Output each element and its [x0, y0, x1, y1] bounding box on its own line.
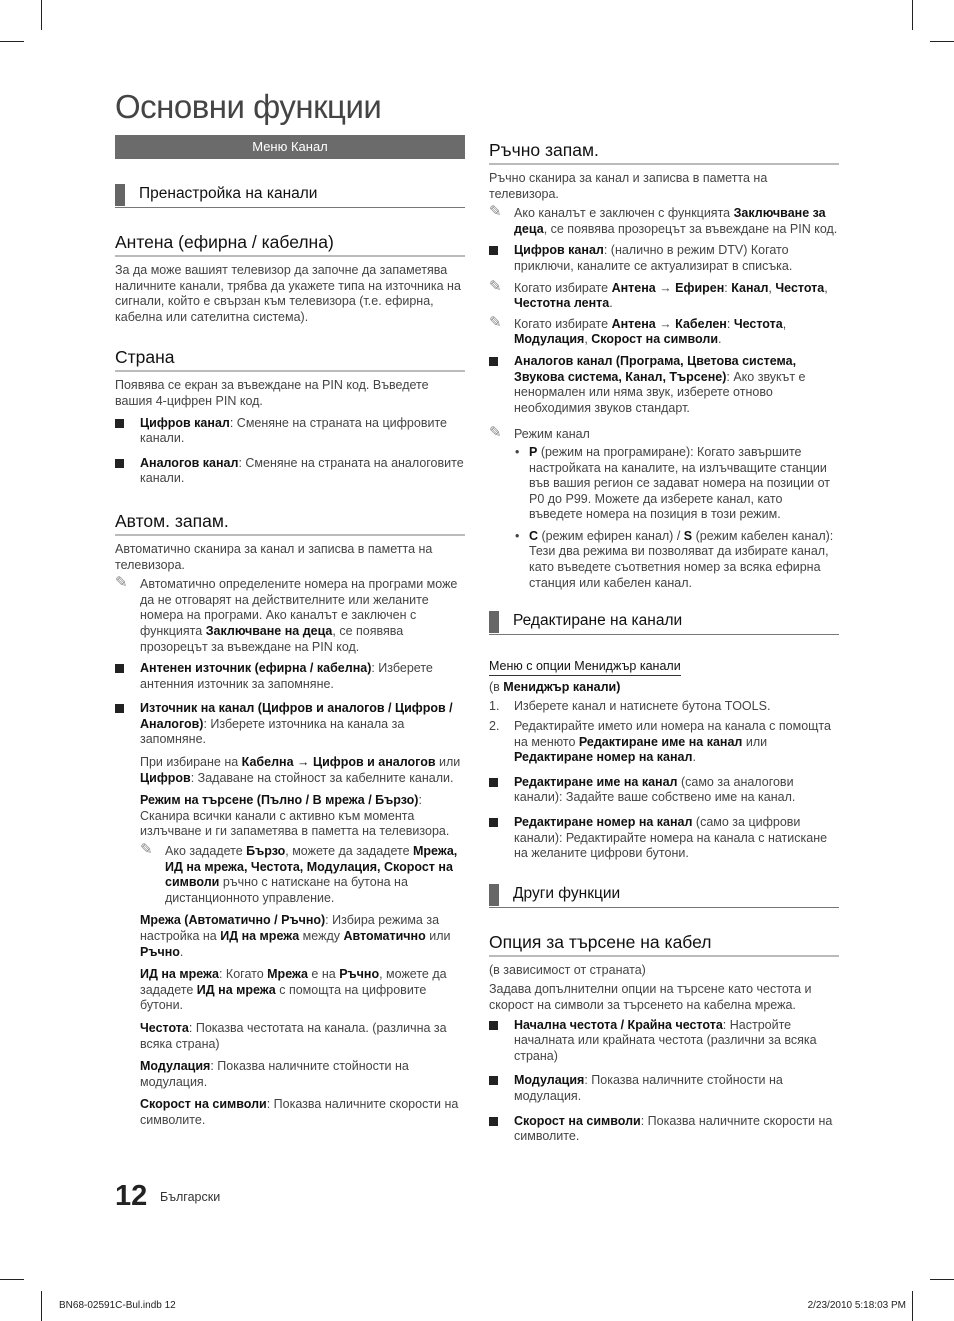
- list-item: Цифров канал: Сменяне на страната на цифровите канали.: [115, 416, 465, 447]
- crop-mark: [912, 1291, 913, 1321]
- heading-auto-store: Автом. запам.: [115, 511, 465, 536]
- list-item: Антенен източник (ефирна / кабелна): Изберете антенния източник за запомняне.: [115, 661, 465, 692]
- note: ✎ Ако зададете Бързо, можете да зададете Мрежа, ИД на мрежа, Честота, Модулация, Скорост на символи ръчно с натискане на бутона на дистанционното управление.: [140, 841, 458, 905]
- paragraph: ИД на мрежа: Когато Мрежа е на Ръчно, можете да зададете ИД на мрежа с помощта на цифровите бутони.: [140, 967, 447, 1013]
- list-item: Модулация: Показва наличните стойности на модулация.: [489, 1073, 839, 1104]
- cable-body: Задава допълнителни опции на търсене като честота и скорост на символи за търсенето на кабелна мрежа.: [489, 982, 812, 1012]
- paragraph: При избиране на Кабелна → Цифров и аналогов или Цифров: Задаване на стойност за кабелните канали.: [140, 755, 461, 785]
- section-header-other-functions: Други функции: [489, 884, 839, 908]
- list-item: 2. Редактирайте името или номера на канала с помощта на менюто Редактиране име на канал или Редактиране номер на канал.: [489, 719, 831, 765]
- list-item: Цифров канал: (налично в режим DTV) Когато приключи, каналите се актуализират в списъка.: [489, 243, 839, 274]
- edit-link-row: [489, 659, 839, 676]
- list-item: Редактиране име на канал (само за аналогови канали): Задайте ваше собствено име на канал.: [489, 775, 839, 806]
- crop-mark: [0, 41, 24, 42]
- bullet-square-icon: [115, 459, 124, 468]
- paragraph: Мрежа (Автоматично / Ръчно): Избира режима за настройка на ИД на мрежа между Автоматично или Ръчно.: [140, 913, 451, 959]
- paragraph: Честота: Показва честотата на канала. (различна за всяка страна): [140, 1020, 447, 1051]
- heading-cable-search: Опция за търсене на кабел: [489, 932, 839, 957]
- auto-store-body: Автоматично сканира за канал и записва в паметта на телевизора.: [115, 541, 433, 572]
- left-column: [115, 135, 465, 1129]
- bullet-square-icon: [489, 818, 498, 827]
- heading-antenna: Антена (ефирна / кабелна): [115, 232, 465, 257]
- bullet-dot-icon: •: [515, 444, 520, 459]
- imprint-file: BN68-02591C-Bul.indb 12: [59, 1300, 176, 1311]
- crop-mark: [0, 1279, 24, 1280]
- channel-manager-options-link: Меню с опции Мениджър канали: [489, 659, 681, 676]
- paragraph: Скорост на символи: Показва наличните скорости на символите.: [140, 1097, 459, 1127]
- list-item: Аналогов канал (Програма, Цветова система, Звукова система, Канал, Търсене): Ако звукът е ненормален или няма звук, изберете отново необходимия звуков стандарт.: [489, 354, 839, 416]
- pencil-note-icon: ✎: [489, 313, 502, 331]
- section-header-edit-channels: Редактиране на канали: [489, 611, 839, 635]
- crop-mark: [930, 41, 954, 42]
- list-item: Аналогов канал: Сменяне на страната на аналоговите канали.: [115, 456, 465, 487]
- page-language: Български: [160, 1190, 221, 1204]
- list-item: 1. Изберете канал и натиснете бутона TOOLS.: [489, 699, 771, 714]
- list-item: Скорост на символи: Показва наличните скорости на символите.: [489, 1114, 839, 1145]
- note: ✎ Ако каналът е заключен с функцията Заключване за деца, се появява прозорецът за въвеждане на PIN код.: [489, 203, 838, 236]
- list-item: • P (режим на програмиране): Когато завършите настройката на каналите, на излъчващите станции във вашия регион се задават номера на позиции от P0 до P99. Можете да изберете канал, като въведете номера на позиция в този режим.: [515, 444, 831, 522]
- bullet-square-icon: [115, 704, 124, 713]
- section-header-retune: Пренастройка на канали: [115, 184, 465, 208]
- menu-bar: Меню Канал: [115, 135, 465, 159]
- bullet-square-icon: [489, 1076, 498, 1085]
- bullet-square-icon: [489, 357, 498, 366]
- imprint-date: 2/23/2010 5:18:03 PM: [807, 1300, 906, 1311]
- crop-mark: [41, 1291, 42, 1321]
- bullet-square-icon: [489, 246, 498, 255]
- bullet-square-icon: [489, 1117, 498, 1126]
- right-column: [489, 135, 839, 1145]
- edit-sub: (в Мениджър канали): [489, 679, 621, 694]
- manual-body: Ръчно сканира за канал и записва в паметта на телевизора.: [489, 171, 768, 201]
- pencil-note-icon: ✎: [489, 277, 502, 295]
- list-item: Редактиране номер на канал (само за цифрови канали): Редактирайте номера на канала с натискане на желаните цифрови бутони.: [489, 815, 839, 862]
- list-item: • C (режим ефирен канал) / S (режим кабелен канал): Тези два режима ви позволяват да избирате канал, като въведете съответния номер за всяка ефирна станция или кабелен канал.: [515, 528, 834, 590]
- pencil-note-icon: ✎: [489, 424, 502, 442]
- cable-sub: (в зависимост от страната): [489, 962, 646, 977]
- bullet-square-icon: [489, 778, 498, 787]
- bullet-square-icon: [115, 419, 124, 428]
- list-item: Начална честота / Крайна честота: Настройте началната или крайната честота (различни за всяка страна): [489, 1018, 839, 1065]
- note: ✎ Режим канал: [489, 424, 590, 442]
- bullet-square-icon: [115, 664, 124, 673]
- antenna-body: За да може вашият телевизор да започне да запаметява наличните канали, трябва да укажете типа на източника на сигнали, който е свързан към телевизора (т.е. ефирна, кабелна или сателитна система).: [115, 263, 461, 324]
- crop-mark: [912, 0, 913, 30]
- note: ✎ Когато избирате Антена → Кабелен: Честота, Модулация, Скорост на символи.: [489, 313, 787, 347]
- page-number: 12: [115, 1180, 148, 1212]
- paragraph: Модулация: Показва наличните стойности на модулация.: [140, 1059, 409, 1089]
- bullet-dot-icon: •: [515, 528, 520, 543]
- note: ✎ Автоматично определените номера на програми може да не отговарят на действителните или желаните номера на програми. Ако каналът е заключен с функцията Заключване на деца, се появява прозорецът за въвеждане на PIN код.: [115, 574, 458, 654]
- bullet-square-icon: [489, 1021, 498, 1030]
- pencil-note-icon: ✎: [489, 203, 502, 221]
- crop-mark: [41, 0, 42, 30]
- pencil-note-icon: ✎: [115, 574, 128, 592]
- page-title: Основни функции: [115, 88, 382, 125]
- note: ✎ Когато избирате Антена → Ефирен: Канал, Честота, Честотна лента.: [489, 277, 828, 311]
- country-body: Появява се екран за въвеждане на PIN код. Въведете вашия 4-цифрен PIN код.: [115, 378, 429, 408]
- crop-mark: [930, 1279, 954, 1280]
- list-item: Източник на канал (Цифров и аналогов / Цифров / Аналогов): Изберете източника на канала за запомняне.: [115, 701, 465, 748]
- pencil-note-icon: ✎: [140, 841, 153, 859]
- paragraph: Режим на търсене (Пълно / В мрежа / Бързо): Сканира всички канали с активно към момента излъчване и ги запаметява в паметта на телевизора.: [140, 793, 450, 839]
- heading-country: Страна: [115, 347, 465, 372]
- heading-manual-store: Ръчно запам.: [489, 140, 839, 165]
